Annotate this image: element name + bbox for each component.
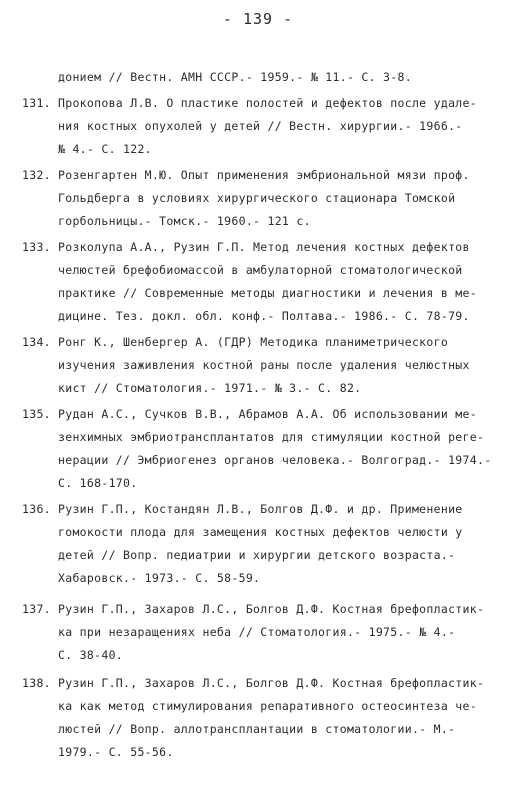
entry-line: Гольдберга в условиях хирургического стационара Томской	[58, 191, 456, 205]
entry-line: детей // Вопр. педиатрии и хирургии детского возраста.-	[58, 548, 456, 562]
entry-line: № 4.- С. 122.	[58, 142, 152, 156]
entry-line: Рузин Г.П., Захаров Л.С., Болгов Д.Ф. Костная брефопластик-	[58, 676, 485, 690]
entry-line: изучения заживления костной раны после удаления челюстных	[58, 358, 470, 372]
entry-line: Хабаровск.- 1973.- С. 58-59.	[58, 571, 261, 585]
entry-number: 131.	[22, 96, 51, 110]
entry-line: ка при незаращениях неба // Стоматология.- 1975.- № 4.-	[58, 625, 456, 639]
entry-number: 135.	[22, 407, 51, 421]
entry-line: Рудан А.С., Сучков В.В., Абрамов А.А. Об использовании ме-	[58, 407, 477, 421]
carry-over-line: донием // Вестн. АМН СССР.- 1959.- № 11.- С. 3-8.	[58, 70, 412, 84]
entry-line: Рузин Г.П., Костандян Л.В., Болгов Д.Ф. и др. Применение	[58, 502, 463, 516]
entry-line: Прокопова Л.В. О пластике полостей и дефектов после удале-	[58, 96, 477, 110]
entry-line: Розколупа А.А., Рузин Г.П. Метод лечения костных дефектов	[58, 240, 470, 254]
entry-line: С. 38-40.	[58, 648, 124, 662]
entry-line: челюстей брефобиомассой в амбулаторной стоматологической	[58, 263, 463, 277]
entry-line: ния костных опухолей у детей // Вестн. хирургии.- 1966.-	[58, 119, 463, 133]
entry-line: Ронг К., Шенбергер А. (ГДР) Методика планиметрического	[58, 335, 449, 349]
entry-line: С. 168-170.	[58, 476, 138, 490]
entry-line: ка как метод стимулирования репаративного остеосинтеза че-	[58, 699, 477, 713]
entry-line: горбольницы.- Томск.- 1960.- 121 с.	[58, 214, 311, 228]
entry-number: 136.	[22, 502, 51, 516]
entry-number: 132.	[22, 168, 51, 182]
entry-line: нерации // Эмбриогенез органов человека.- Волгоград.- 1974.-	[58, 453, 492, 467]
entry-number: 134.	[22, 335, 51, 349]
page-number: - 139 -	[222, 10, 294, 28]
entry-line: зенхимных эмбриотрансплантатов для стимуляции костной реге-	[58, 430, 485, 444]
entry-line: Розенгартен М.Ю. Опыт применения эмбриональной мязи проф.	[58, 168, 470, 182]
entry-line: Рузин Г.П., Захаров Л.С., Болгов Д.Ф. Костная брефопластик-	[58, 602, 485, 616]
entry-line: кист // Стоматология.- 1971.- № 3.- С. 82.	[58, 381, 362, 395]
entry-line: гомокости плода для замещения костных дефектов челюсти у	[58, 525, 463, 539]
entry-line: 1979.- С. 55-56.	[58, 745, 174, 759]
entry-line: практике // Современные методы диагностики и лечения в ме-	[58, 286, 477, 300]
entry-line: дицине. Тез. докл. обл. конф.- Полтава.- 1986.- С. 78-79.	[58, 309, 470, 323]
entry-line: люстей // Вопр. аллотрансплантации в стоматологии.- М.-	[58, 722, 456, 736]
entry-number: 138.	[22, 676, 51, 690]
entry-number: 133.	[22, 240, 51, 254]
entry-number: 137.	[22, 602, 51, 616]
